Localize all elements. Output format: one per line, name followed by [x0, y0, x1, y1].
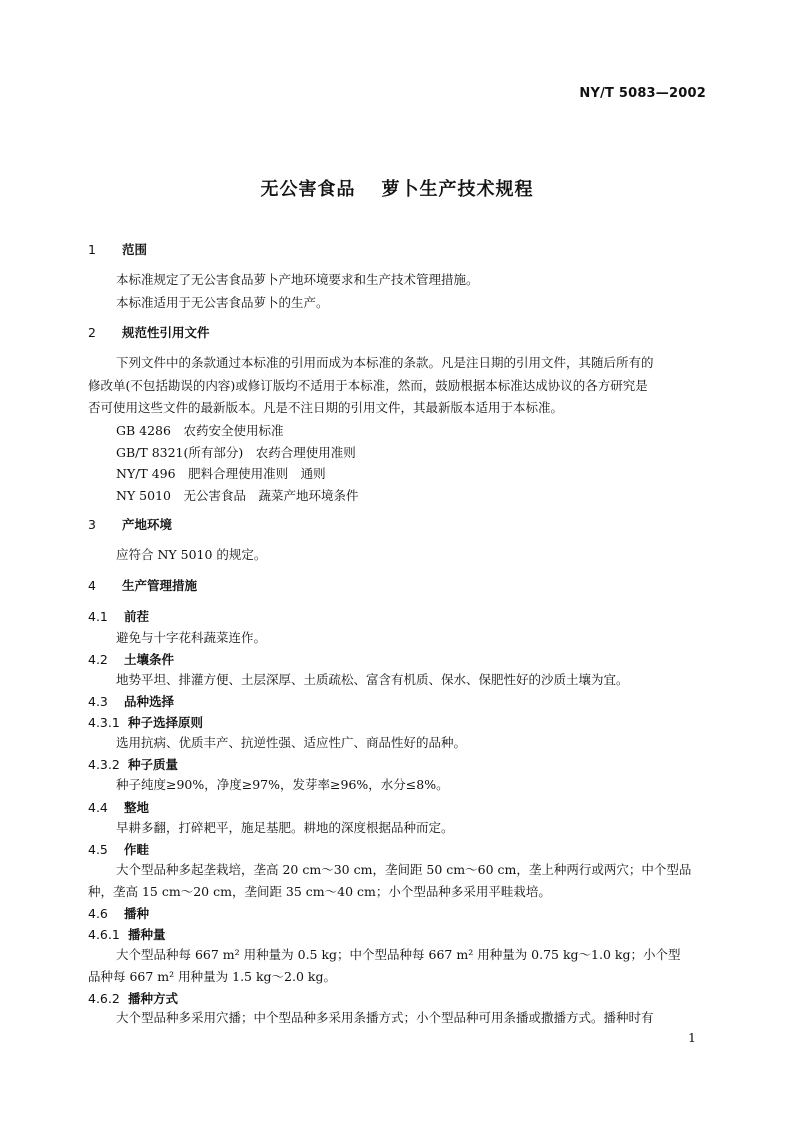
paragraph-line: 大个型品种多起垄栽培，垄高 20 cm～30 cm，垄间距 50 cm～60 cm，垄上种两行或两穴；中个型品 — [116, 862, 692, 877]
reference-item: NY/T 496 肥料合理使用准则 通则 — [116, 466, 326, 481]
paragraph: 避免与十字花科蔬菜连作。 — [116, 630, 267, 645]
paragraph: 应符合 NY 5010 的规定。 — [116, 547, 267, 562]
paragraph-line: 下列文件中的条款通过本标准的引用而成为本标准的条款。凡是注日期的引用文件，其随后所有的 — [116, 355, 654, 370]
section-4-4-heading: 4.4 整地 — [88, 800, 150, 815]
paragraph-line: 否可使用这些文件的最新版本。凡是不注日期的引用文件，其最新版本适用于本标准。 — [88, 400, 564, 415]
paragraph: 地势平坦、排灌方便、土层深厚、土质疏松、富含有机质、保水、保肥性好的沙质土壤为宜。 — [116, 672, 629, 687]
section-4-6-heading: 4.6 播种 — [88, 906, 150, 921]
section-4-3-2-heading: 4.3.2 种子质量 — [88, 757, 179, 772]
paragraph-line: 种，垄高 15 cm～20 cm，垄间距 35 cm～40 cm；小个型品种多采用平畦栽培。 — [88, 884, 551, 899]
paragraph-line: 修改单(不包括勘误的内容)或修订版均不适用于本标准，然而，鼓励根据本标准达成协议的各方研究是 — [88, 378, 648, 393]
paragraph-line: 品种每 667 m² 用种量为 1.5 kg～2.0 kg。 — [88, 969, 336, 984]
section-2-heading: 2 规范性引用文件 — [88, 325, 210, 340]
section-3-heading: 3 产地环境 — [88, 517, 173, 532]
title-part-2: 萝卜生产技术规程 — [381, 179, 534, 200]
section-4-6-2-heading: 4.6.2 播种方式 — [88, 991, 179, 1006]
section-4-1-heading: 4.1 前茬 — [88, 609, 150, 624]
section-4-2-heading: 4.2 土壤条件 — [88, 652, 175, 667]
reference-item: GB 4286 农药安全使用标准 — [116, 423, 284, 438]
section-4-5-heading: 4.5 作畦 — [88, 842, 150, 857]
page-number: 1 — [688, 1030, 696, 1045]
standard-number: NY/T 5083—2002 — [579, 86, 706, 101]
section-4-heading: 4 生产管理措施 — [88, 578, 198, 593]
document-title — [0, 175, 794, 201]
section-4-6-1-heading: 4.6.1 播种量 — [88, 927, 166, 942]
paragraph: 种子纯度≥90%，净度≥97%，发芽率≥96%，水分≤8%。 — [116, 777, 449, 792]
paragraph: 选用抗病、优质丰产、抗逆性强、适应性广、商品性好的品种。 — [116, 735, 467, 750]
paragraph: 本标准规定了无公害食品萝卜产地环境要求和生产技术管理措施。 — [116, 272, 479, 287]
paragraph-line: 大个型品种多采用穴播；中个型品种多采用条播方式；小个型品种可用条播或撒播方式。播种时有 — [116, 1010, 654, 1025]
paragraph-line: 大个型品种每 667 m² 用种量为 0.5 kg；中个型品种每 667 m² 用种量为 0.75 kg～1.0 kg；小个型 — [116, 947, 681, 962]
section-4-3-1-heading: 4.3.1 种子选择原则 — [88, 715, 204, 730]
paragraph: 早耕多翻，打碎耙平，施足基肥。耕地的深度根据品种而定。 — [116, 820, 454, 835]
paragraph: 本标准适用于无公害食品萝卜的生产。 — [116, 295, 329, 310]
section-4-3-heading: 4.3 品种选择 — [88, 694, 175, 709]
reference-item: GB/T 8321(所有部分) 农药合理使用准则 — [116, 445, 356, 460]
reference-item: NY 5010 无公害食品 蔬菜产地环境条件 — [116, 488, 359, 503]
title-part-1: 无公害食品 — [260, 179, 356, 200]
section-1-heading: 1 范围 — [88, 242, 148, 257]
